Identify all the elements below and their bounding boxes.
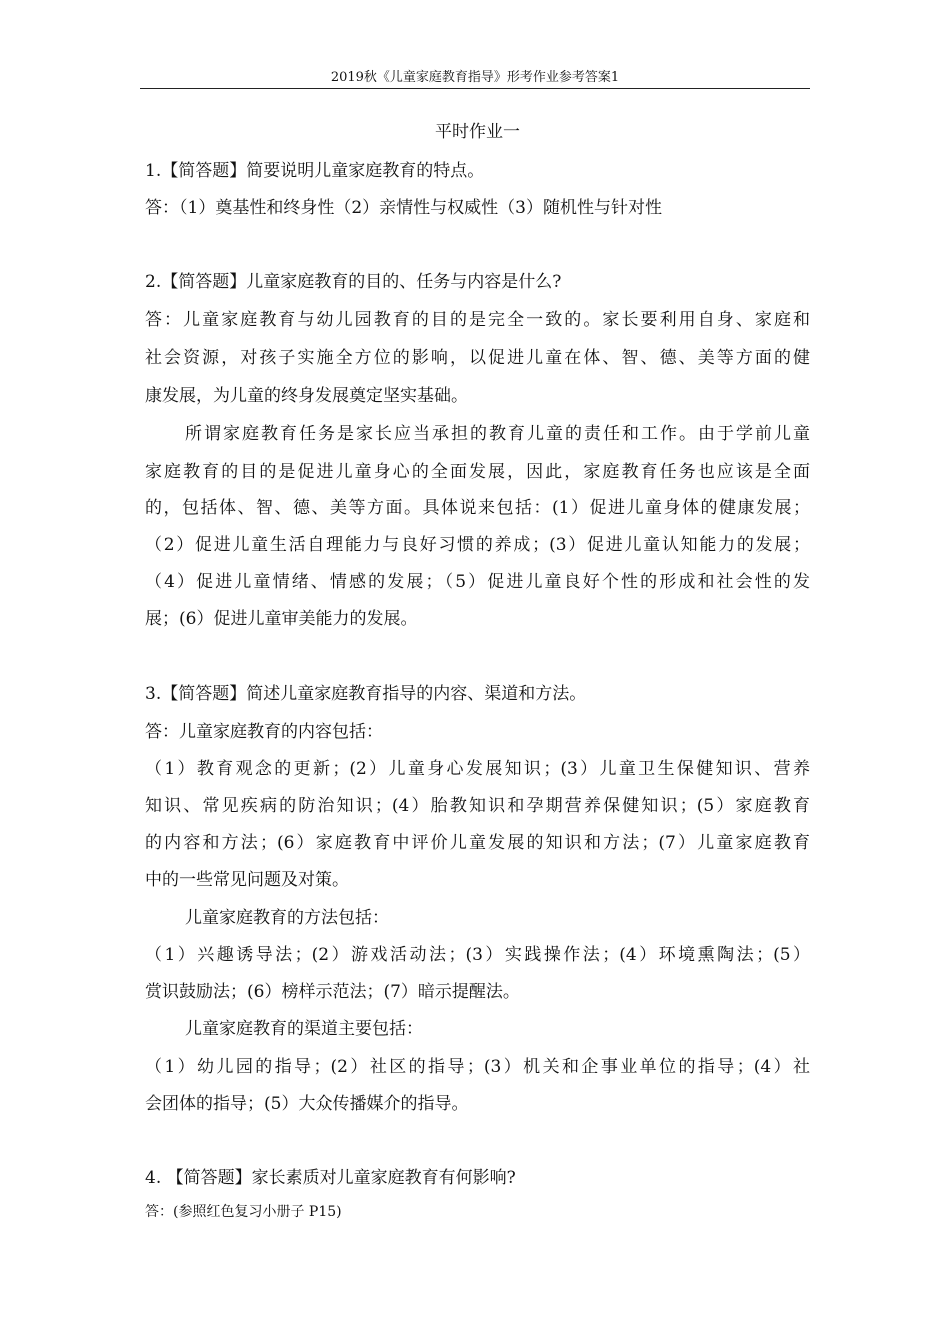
answer-3-line: 儿童家庭教育的方法包括： [185,908,389,928]
answer-2-line: （4）促进儿童情绪、情感的发展；（5）促进儿童良好个性的形成和社会性的发 [145,572,810,592]
question-2: 2.【简答题】儿童家庭教育的目的、任务与内容是什么? [145,272,562,292]
answer-3-line: （1）教育观念的更新；(2）儿童身心发展知识；(3）儿童卫生保健知识、营养 [145,759,810,779]
question-1: 1.【简答题】简要说明儿童家庭教育的特点。 [145,161,485,181]
header-rule [140,88,810,89]
question-3: 3.【简答题】简述儿童家庭教育指导的内容、渠道和方法。 [145,684,587,704]
answer-3-line: 答：儿童家庭教育的内容包括： [145,722,383,742]
answer-2-line: 答：儿童家庭教育与幼儿园教育的目的是完全一致的。家长要利用自身、家庭和 [145,310,810,330]
answer-3-line: 会团体的指导；(5）大众传播媒介的指导。 [145,1094,469,1114]
answer-3-line: （1）兴趣诱导法；(2）游戏活动法；(3）实践操作法；(4）环境熏陶法；(5） [145,945,810,965]
answer-3-line: 赏识鼓励法；(6）榜样示范法；(7）暗示提醒法。 [145,982,520,1002]
answer-2-line: 所谓家庭教育任务是家长应当承担的教育儿童的责任和工作。由于学前儿童 [185,424,810,444]
answer-3-line: 中的一些常见问题及对策。 [145,870,349,890]
page-title: 平时作业一 [435,122,520,142]
answer-4: 答：(参照红色复习小册子 P15) [145,1204,342,1220]
answer-3-line: 的内容和方法；(6）家庭教育中评价儿童发展的知识和方法；(7）儿童家庭教育 [145,833,810,853]
page-header: 2019秋《儿童家庭教育指导》形考作业参考答案1 [330,70,620,85]
answer-3-line: 儿童家庭教育的渠道主要包括： [185,1019,423,1039]
answer-2-line: 展；(6）促进儿童审美能力的发展。 [145,609,418,629]
answer-1: 答：（1）奠基性和终身性（2）亲情性与权威性（3）随机性与针对性 [145,198,662,218]
answer-2-line: （2）促进儿童生活自理能力与良好习惯的养成；(3）促进儿童认知能力的发展； [145,535,810,555]
question-4: 4. 【简答题】家长素质对儿童家庭教育有何影响? [145,1168,516,1188]
answer-2-line: 的，包括体、智、德、美等方面。具体说来包括：(1）促进儿童身体的健康发展； [145,498,810,518]
answer-2-line: 康发展，为儿童的终身发展奠定坚实基础。 [145,386,468,406]
answer-2-line: 家庭教育的目的是促进儿童身心的全面发展，因此，家庭教育任务也应该是全面 [145,462,810,482]
answer-3-line: 知识、常见疾病的防治知识；(4）胎教知识和孕期营养保健知识；(5）家庭教育 [145,796,810,816]
answer-3-line: （1）幼儿园的指导；(2）社区的指导；(3）机关和企事业单位的指导；(4）社 [145,1057,810,1077]
answer-2-line: 社会资源，对孩子实施全方位的影响，以促进儿童在体、智、德、美等方面的健 [145,348,810,368]
